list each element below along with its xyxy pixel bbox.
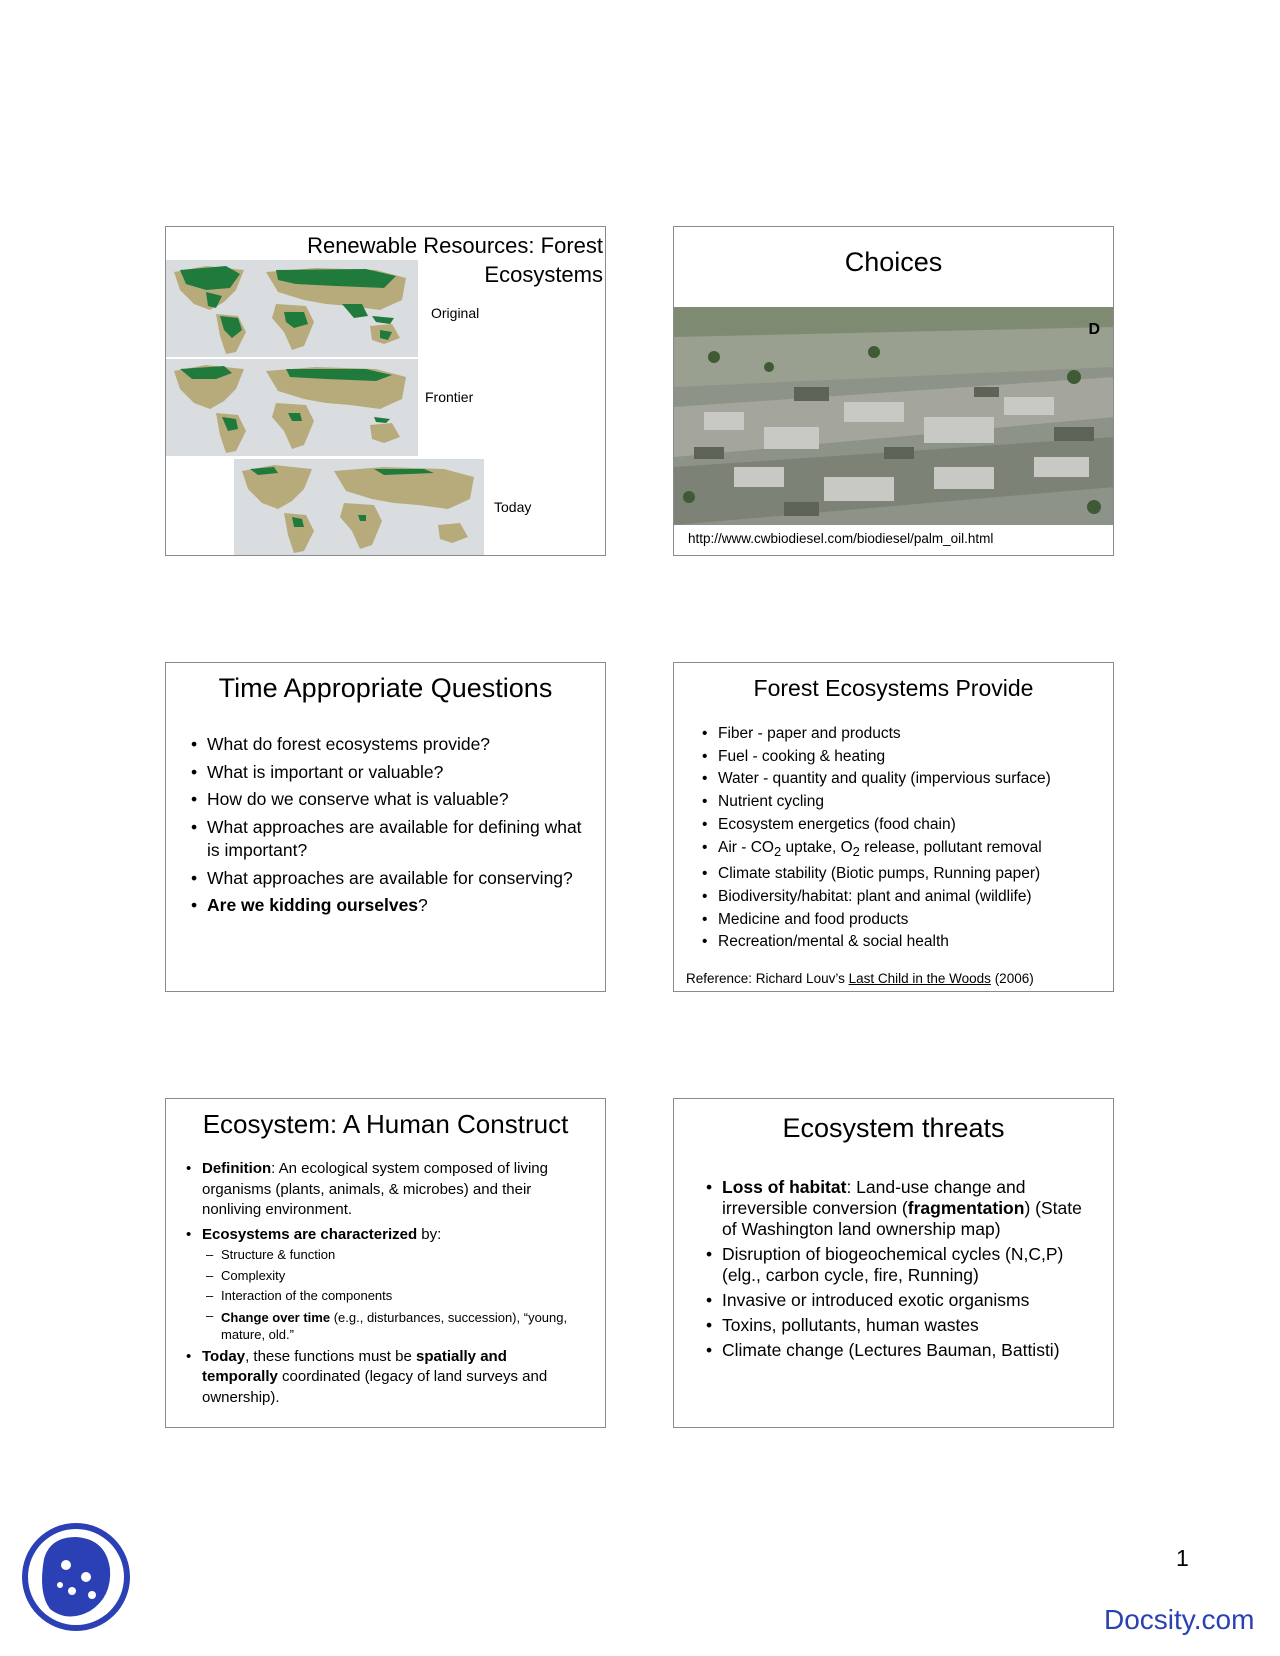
list-item: • Are we kidding ourselves? [207,894,591,918]
sublist-item: – Structure & function [221,1245,575,1266]
sublist-item: – Interaction of the components [221,1286,575,1307]
provide-list [718,723,1107,954]
list-item: • Water - quantity and quality (impervious surface) [718,768,1107,791]
list-item: • Today, these functions must be spatially and temporally coordinated (legacy of land surveys and ownership). [202,1347,575,1409]
definition-list [202,1159,575,1412]
list-item: • Biodiversity/habitat: plant and animal (wildlife) [718,886,1107,909]
slide-title: Choices [844,247,943,277]
list-item: • How do we conserve what is valuable? [207,788,591,812]
label-today: Today [494,499,532,515]
slide-time-appropriate-questions [165,662,606,992]
list-item: • Nutrient cycling [718,791,1107,814]
aerial-photo [674,307,1114,525]
list-item: • Recreation/mental & social health [718,931,1107,954]
characteristics-sublist [202,1245,575,1343]
list-item: • What is important or valuable? [207,761,591,785]
list-item: • Toxins, pollutants, human wastes [722,1315,1093,1336]
sublist-item: – Complexity [221,1266,575,1287]
docsity-logo-icon [20,1519,132,1635]
slide-title: Ecosystem threats [782,1113,1005,1143]
label-frontier: Frontier [425,389,474,405]
list-item: • Fuel - cooking & heating [718,746,1107,769]
list-item: • Air - $CO_2$ uptake, $O_2$ release, pollutant removal [718,837,1107,864]
list-item: • Loss of habitat: Land-use change and irreversible conversion (fragmentation) (State of Washington land ownership map) [722,1177,1093,1240]
label-original: Original [431,305,480,321]
slide-ecosystem-threats [673,1098,1114,1428]
reference: Reference: Richard Louv’s Last Child in the Woods (2006) [686,971,1034,986]
source-url: http://www.cwbiodiesel.com/biodiesel/palm_oil.html [688,531,994,546]
sublist-item: – Change over time (e.g., disturbances, succession), “young, mature, old.” [221,1307,575,1343]
slide-ecosystem-human-construct [165,1098,606,1428]
list-item: • Definition: An ecological system composed of living organisms (plants, animals, & microbes) and their nonliving environment. [202,1159,575,1221]
slide-renewable-resources [165,226,606,556]
photo-letter: D [1088,321,1100,338]
slide-forest-ecosystems-provide [673,662,1114,992]
list-item: • Invasive or introduced exotic organisms [722,1290,1093,1311]
slide-title: Renewable Resources: Forest Ecosystems [307,233,603,287]
threats-list [722,1177,1093,1365]
slide-title: Forest Ecosystems Provide [753,675,1034,701]
list-item: • Fiber - paper and products [718,723,1107,746]
slide-title: Ecosystem: A Human Construct [202,1109,569,1139]
map-today [234,459,484,556]
list-item: • Medicine and food products [718,909,1107,932]
list-item: • Disruption of biogeochemical cycles (N,C,P) (elg., carbon cycle, fire, Running) [722,1244,1093,1286]
list-item: • What approaches are available for defining what is important? [207,816,591,863]
map-frontier [166,359,418,456]
list-item: • Ecosystems are characterized by: – Structure & function – Complexity – Interaction of the components – Change over time (e.g., disturbances, succession), “young, mature, old.” [202,1225,575,1343]
map-original [166,260,418,357]
list-item: • Climate change (Lectures Bauman, Battisti) [722,1340,1093,1361]
list-item: • Ecosystem energetics (food chain) [718,814,1107,837]
docsity-brand-link[interactable]: Docsity.com [1104,1604,1255,1635]
list-item: • What approaches are available for conserving? [207,867,591,891]
question-list [207,733,591,922]
slide-choices [673,226,1114,556]
list-item: • Climate stability (Biotic pumps, Running paper) [718,863,1107,886]
slide-title: Time Appropriate Questions [218,673,553,703]
page-number: 1 [1176,1545,1189,1571]
list-item: • What do forest ecosystems provide? [207,733,591,757]
